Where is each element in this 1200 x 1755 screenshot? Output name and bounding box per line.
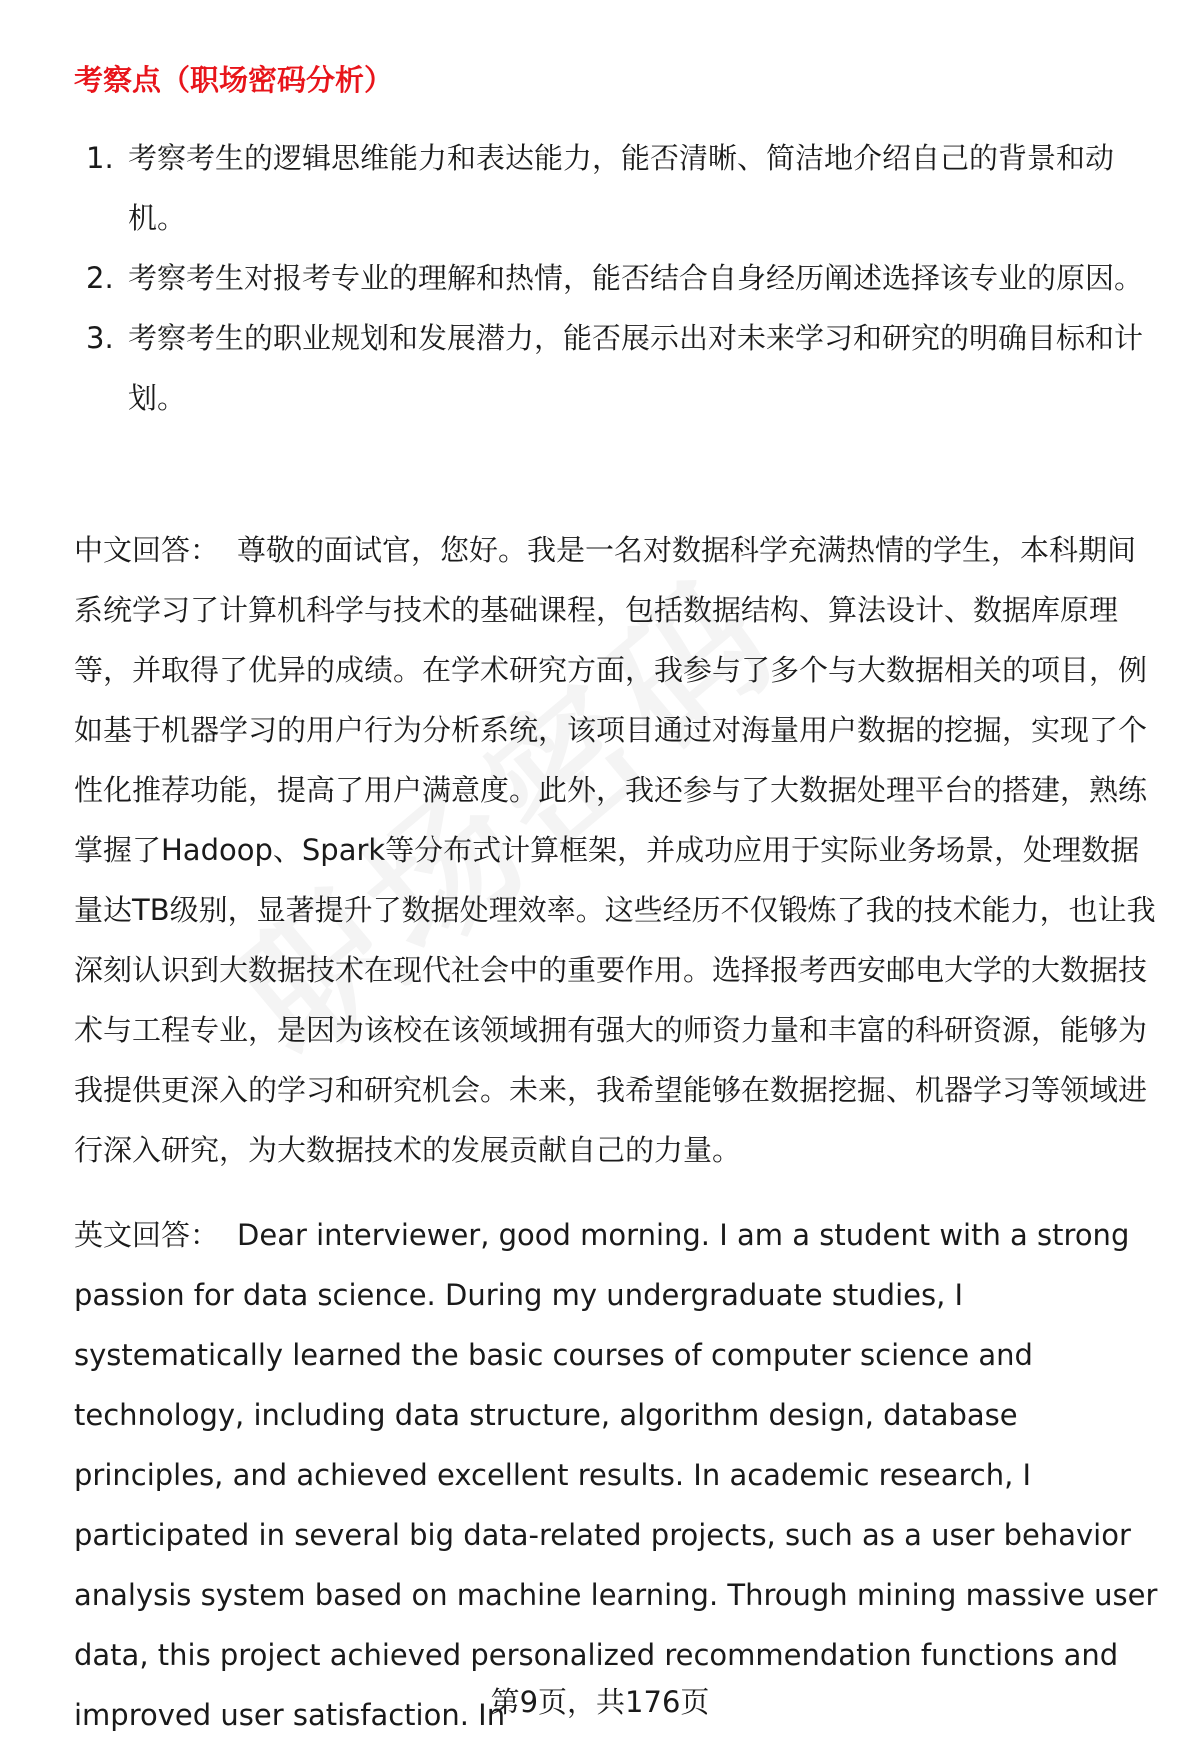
list-item <box>74 308 1154 428</box>
list-number: 2. <box>86 261 114 295</box>
english-answer-text: Dear interviewer, good morning. I am a student with a strong passion for data science. During my undergraduate studies, I systematically learned the basic courses of computer science and technology, including data structure, algorithm design, database principles, and achieved excellent results. In academic research, I participated in several big data-related projects, such as a user behavior analysis system based on machine learning. Through mining massive user data, this project achieved personalized recommendation functions and improved user satisfaction. In <box>74 1218 1158 1732</box>
chinese-answer-text: 尊敬的面试官，您好。我是一名对数据科学充满热情的学生，本科期间系统学习了计算机科学与技术的基础课程，包括数据结构、算法设计、数据库原理等，并取得了优异的成绩。在学术研究方面，我参与了多个与大数据相关的项目，例如基于机器学习的用户行为分析系统，该项目通过对海量用户数据的挖掘，实现了个性化推荐功能，提高了用户满意度。此外，我还参与了大数据处理平台的搭建，熟练掌握了Hadoop、Spark等分布式计算框架，并成功应用于实际业务场景，处理数据量达TB级别，显著提升了数据处理效率。这些经历不仅锻炼了我的技术能力，也让我深刻认识到大数据技术在现代社会中的重要作用。选择报考西安邮电大学的大数据技术与工程专业，是因为该校在该领域拥有强大的师资力量和丰富的科研资源，能够为我提供更深入的学习和研究机会。未来，我希望能够在数据挖掘、机器学习等领域进行深入研究，为大数据技术的发展贡献自己的力量。 <box>74 533 1156 1167</box>
assessment-points-list <box>74 128 1154 428</box>
list-number: 3. <box>86 321 114 355</box>
section-title: 考察点（职场密码分析） <box>74 63 394 97</box>
list-item-text: 考察考生的逻辑思维能力和表达能力，能否清晰、简洁地介绍自己的背景和动机。 <box>128 141 1115 235</box>
list-item-text: 考察考生对报考专业的理解和热情，能否结合自身经历阐述选择该专业的原因。 <box>128 261 1144 295</box>
chinese-answer-label: 中文回答： <box>74 533 220 567</box>
page-number: 第9页，共176页 <box>490 1685 710 1719</box>
list-item <box>74 248 1154 308</box>
list-item <box>74 128 1154 248</box>
list-item-text: 考察考生的职业规划和发展潜力，能否展示出对未来学习和研究的明确目标和计划。 <box>128 321 1144 415</box>
list-number: 1. <box>86 141 114 175</box>
english-answer-label: 英文回答： <box>74 1218 220 1252</box>
chinese-answer <box>74 520 1162 1180</box>
